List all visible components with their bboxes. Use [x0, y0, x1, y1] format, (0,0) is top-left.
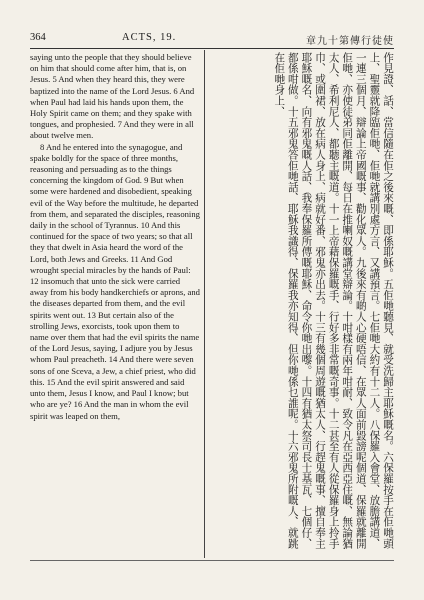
english-column	[30, 52, 200, 557]
english-paragraph-1: saying unto the people that they should believe on him that should come after him, that is, on Jesus. 5 And when they heard this, they were baptized into the name of the Lord Jesus. 6 And when Paul had laid his hands upon them, the Holy Spirit came on them; and they spake with tongues, and prophesied. 7 And they were in all about twelve men.	[30, 52, 195, 141]
header-rule	[30, 48, 394, 49]
page-header	[30, 30, 394, 46]
chinese-text: 作見證、話、當信隨在佢之後來嘅、即係耶穌。五佢哋聽見、就受洗歸主耶穌嘅名。六保羅按手在佢哋頭上、聖靈就降臨佢哋、佢哋就講別處方言、又講預言。七佢哋大約有十二人。八保羅入會堂、放膽講道、一連三個月、辯論上帝國嘅事、勸化眾人。九後來有啲人心硬唔信、在眾人面前毀謗呢個道、保羅就離開佢哋、亦使徒弟同佢離開、每日在推喇奴嘅講堂辯論。十咁樣有兩年咁耐、致令凡在亞西亞住嘅、無論猶太人、希利尼人、都聽主嘅道。十一上帝藉保羅嘅手、行好多非常嘅奇事。十二甚至有人從保羅身上拎手巾、或圍裙、放在病人身上、病就好番、邪鬼亦出去。十三有幾個周遊嘅猶太人、行趕鬼嘅事、擅自奉主耶穌嘅名、向有邪鬼嘅人話、我奉保羅所傳嘅耶穌、命令你哋出嚟。十四有猶太祭司長士基瓦、七個仔、都係咁做。十五邪鬼答佢哋話、耶穌我識得、保羅我亦知得、但你哋係乜誰呢。十六邪鬼所附嘅人、就跳在佢哋身上、	[273, 52, 394, 549]
running-title: ACTS, 19.	[122, 32, 177, 43]
chinese-column	[210, 52, 394, 557]
chinese-running-title: 章九十第傳行徒使	[306, 36, 394, 47]
page-number: 364	[30, 32, 46, 43]
footer-rule	[30, 560, 394, 561]
column-divider	[204, 50, 205, 558]
english-paragraph-2: 8 And he entered into the synagogue, and spake boldly for the space of three months, reasoning and persuading as to the things concerning the kingdom of God. 9 But when some were hardened and disobedient, speaking evil of the Way before the multitude, he departed from them, and separated the disciples, reasoning daily in the school of Tyrannus. 10 And this continued for the space of two years; so that all they that dwelt in Asia heard the word of the Lord, both Jews and Greeks. 11 And God wrought special miracles by the hands of Paul: 12 insomuch that unto the sick were carried away from his body handkerchiefs or aprons, and the diseases departed from them, and the evil spirits went out. 13 But certain also of the strolling Jews, exorcists, took upon them to name over them that had the evil spirits the name of the Lord Jesus, saying, I adjure you by Jesus whom Paul preacheth. 14 And there were seven sons of one Sceva, a Jew, a chief priest, who did this. 15 And the evil spirit answered and said unto them, Jesus I know, and Paul I know; but who are ye? 16 And the man in whom the evil spirit was leaped on them,	[30, 141, 200, 421]
